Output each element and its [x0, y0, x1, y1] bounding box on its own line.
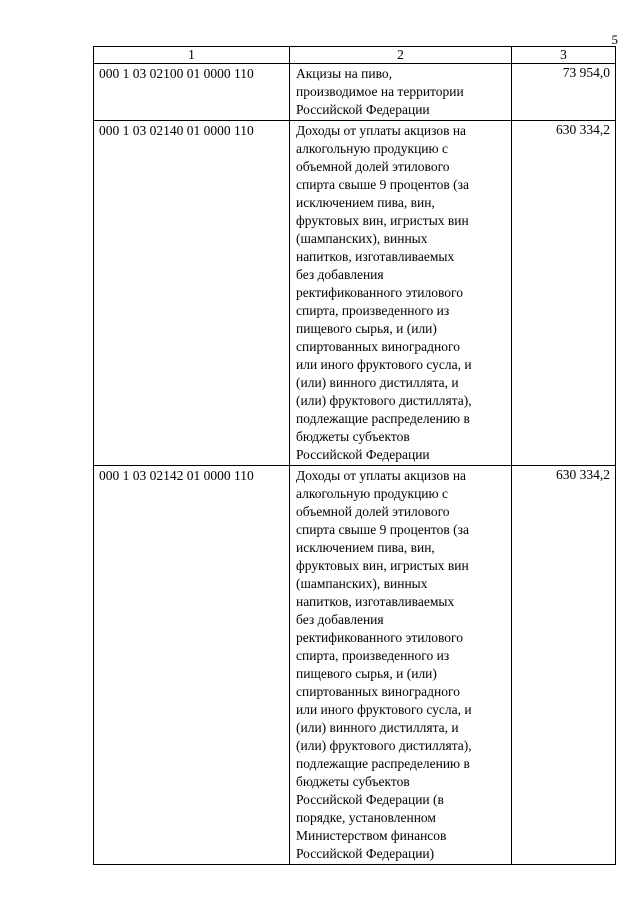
- description-line: пищевого сырья, и (или): [296, 321, 437, 336]
- description-line: пищевого сырья, и (или): [296, 666, 437, 681]
- description-line: бюджеты субъектов: [296, 774, 410, 789]
- description-line: Акцизы на пиво,: [296, 66, 392, 81]
- description-line: или иного фруктового сусла, и: [296, 702, 472, 717]
- description-line: Доходы от уплаты акцизов на: [296, 123, 467, 138]
- table-row: [94, 466, 616, 865]
- description-line: (или) фруктового дистиллята),: [296, 393, 472, 408]
- description-line: (или) винного дистиллята, и: [296, 375, 459, 390]
- revenue-description: [290, 121, 512, 466]
- amount-value: 630 334,2: [512, 466, 616, 865]
- description-line: подлежащие распределению в: [296, 411, 470, 426]
- column-header-amount: 3: [512, 47, 616, 64]
- description-line: Российской Федерации: [296, 447, 430, 462]
- description-line: (шампанских), винных: [296, 231, 428, 246]
- description-line: без добавления: [296, 612, 384, 627]
- description-line: спиртованных виноградного: [296, 684, 460, 699]
- description-line: ректификованного этилового: [296, 285, 463, 300]
- table-body: [94, 64, 616, 865]
- description-line: спирта свыше 9 процентов (за: [296, 522, 469, 537]
- description-line: спирта, произведенного из: [296, 648, 450, 663]
- page-number: 5: [611, 32, 618, 47]
- amount-value: 630 334,2: [512, 121, 616, 466]
- description-line: фруктовых вин, игристых вин: [296, 213, 469, 228]
- table-row: [94, 121, 616, 466]
- description-line: фруктовых вин, игристых вин: [296, 558, 469, 573]
- description-line: объемной долей этилового: [296, 504, 450, 519]
- description-line: или иного фруктового сусла, и: [296, 357, 472, 372]
- description-line: Российской Федерации: [296, 102, 430, 117]
- description-line: без добавления: [296, 267, 384, 282]
- revenue-description: [290, 466, 512, 865]
- amount-value: 73 954,0: [512, 64, 616, 121]
- revenue-description: [290, 64, 512, 121]
- revenue-table: [93, 46, 616, 865]
- description-line: (шампанских), винных: [296, 576, 428, 591]
- description-line: бюджеты субъектов: [296, 429, 410, 444]
- description-line: напитков, изготавливаемых: [296, 249, 455, 264]
- description-line: ректификованного этилового: [296, 630, 463, 645]
- description-line: (или) фруктового дистиллята),: [296, 738, 472, 753]
- description-line: подлежащие распределению в: [296, 756, 470, 771]
- description-line: (или) винного дистиллята, и: [296, 720, 459, 735]
- description-line: спирта свыше 9 процентов (за: [296, 177, 469, 192]
- description-line: Доходы от уплаты акцизов на: [296, 468, 467, 483]
- budget-classification-code: 000 1 03 02142 01 0000 110: [94, 466, 290, 865]
- column-header-code: 1: [94, 47, 290, 64]
- description-line: исключением пива, вин,: [296, 540, 435, 555]
- description-line: производимое на территории: [296, 84, 464, 99]
- column-header-description: 2: [290, 47, 512, 64]
- description-line: алкогольную продукцию с: [296, 486, 448, 501]
- table-header-row: [94, 47, 616, 64]
- description-line: Российской Федерации (в: [296, 792, 444, 807]
- description-line: спиртованных виноградного: [296, 339, 460, 354]
- description-line: алкогольную продукцию с: [296, 141, 448, 156]
- description-line: исключением пива, вин,: [296, 195, 435, 210]
- table-row: [94, 64, 616, 121]
- description-line: напитков, изготавливаемых: [296, 594, 455, 609]
- budget-classification-code: 000 1 03 02140 01 0000 110: [94, 121, 290, 466]
- description-line: Российской Федерации): [296, 846, 435, 861]
- description-line: спирта, произведенного из: [296, 303, 450, 318]
- description-line: порядке, установленном: [296, 810, 436, 825]
- budget-classification-code: 000 1 03 02100 01 0000 110: [94, 64, 290, 121]
- description-line: объемной долей этилового: [296, 159, 450, 174]
- description-line: Министерством финансов: [296, 828, 447, 843]
